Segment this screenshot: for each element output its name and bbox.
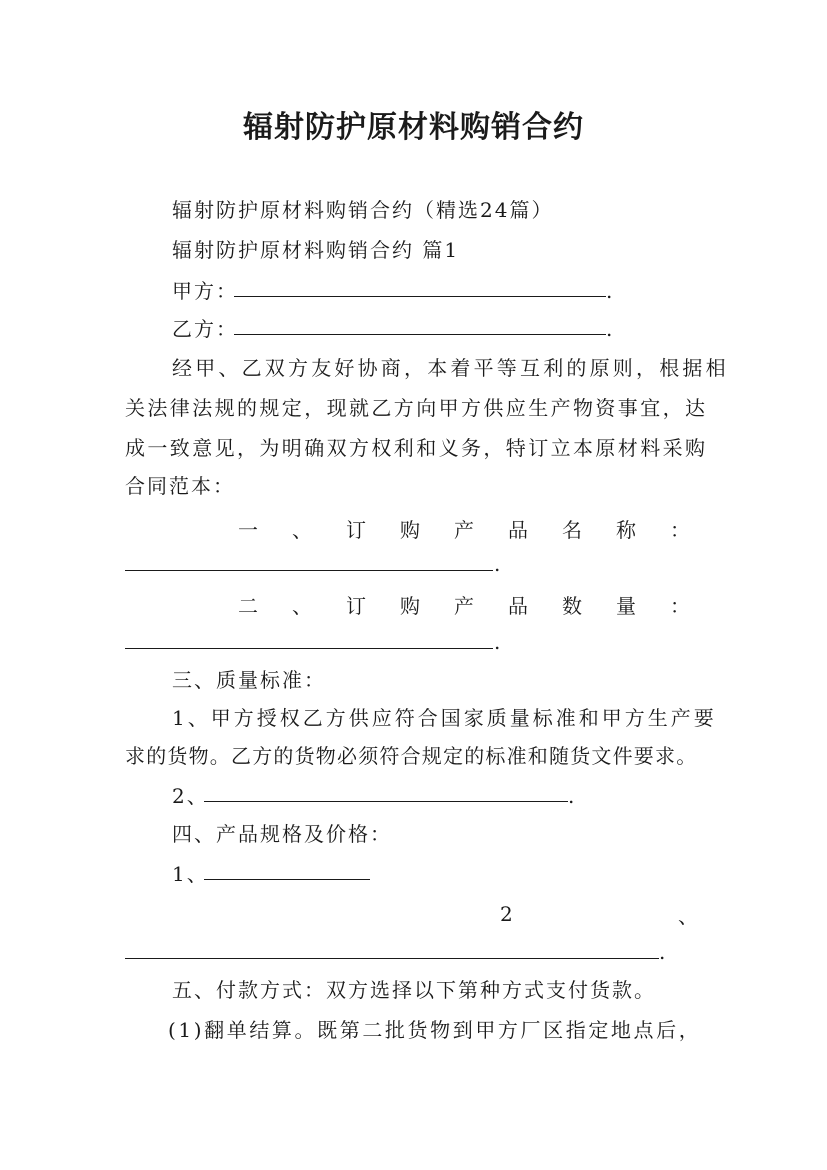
para1-line2: 关法律法规的规定，现就乙方向甲方供应生产物资事宜，达 (125, 396, 708, 420)
item1-char: ： (670, 518, 690, 542)
document-title: 辐射防护原材料购销合约 (243, 110, 584, 145)
item1-char: 称 (616, 518, 636, 542)
item2-char: 数 (562, 594, 582, 618)
item2-char: 、 (292, 594, 312, 618)
item2-char: 二 (238, 594, 258, 618)
item1-char: 订 (346, 518, 366, 542)
para1-line3: 成一致意见，为明确双方权利和义务，特订立本原材料采购 (125, 436, 708, 460)
item2-char: 产 (454, 594, 474, 618)
party-b-label: 乙方： (172, 317, 238, 341)
item2-period: . (494, 630, 501, 654)
item1-heading (238, 514, 690, 543)
item1-char: 一 (238, 518, 258, 542)
item1-char: 品 (508, 518, 528, 542)
item2-char: 量 (616, 594, 636, 618)
para1-line4: 合同范本： (125, 474, 235, 498)
item4-2-number: 2 (500, 902, 515, 926)
item3-2-blank (204, 801, 568, 802)
item1-char: 、 (292, 518, 312, 542)
item4-heading: 四、产品规格及价格： (172, 822, 392, 846)
section-heading: 辐射防护原材料购销合约 篇1 (172, 238, 460, 262)
item1-char: 名 (562, 518, 582, 542)
item3-heading: 三、质量标准： (172, 668, 326, 692)
party-b-blank (234, 334, 606, 335)
item4-2-blank (125, 958, 659, 959)
party-a-label: 甲方： (172, 279, 238, 303)
party-a-period: . (606, 279, 613, 303)
para1-line1: 经甲、乙双方友好协商，本着平等互利的原则，根据相 (172, 356, 729, 380)
item4-1-blank (204, 879, 370, 880)
item1-char: 购 (400, 518, 420, 542)
item5-heading: 五、付款方式：双方选择以下第种方式支付货款。 (172, 978, 656, 1002)
item2-char: ： (670, 594, 690, 618)
item1-char: 产 (454, 518, 474, 542)
item4-2-separator: 、 (678, 904, 700, 928)
item5-1-text: (1)翻单结算。既第二批货物到甲方厂区指定地点后， (168, 1018, 702, 1042)
item4-2-period: . (659, 940, 666, 964)
item2-char: 购 (400, 594, 420, 618)
item4-1-label: 1、 (172, 862, 209, 886)
item3-2-label: 2、 (172, 784, 209, 808)
item2-heading (238, 590, 690, 619)
item2-char: 品 (508, 594, 528, 618)
item2-char: 订 (346, 594, 366, 618)
item1-blank (125, 570, 493, 571)
document-subtitle: 辐射防护原材料购销合约（精选24篇） (172, 198, 554, 222)
item3-2-period: . (568, 784, 575, 808)
item2-blank (125, 648, 493, 649)
item1-period: . (494, 552, 501, 576)
item3-1-line2: 求的货物。乙方的货物必须符合规定的标准和随货文件要求。 (125, 744, 698, 768)
party-b-period: . (606, 317, 613, 341)
item3-1-line1: 1、甲方授权乙方供应符合国家质量标准和甲方生产要 (172, 706, 717, 730)
party-a-blank (234, 296, 606, 297)
